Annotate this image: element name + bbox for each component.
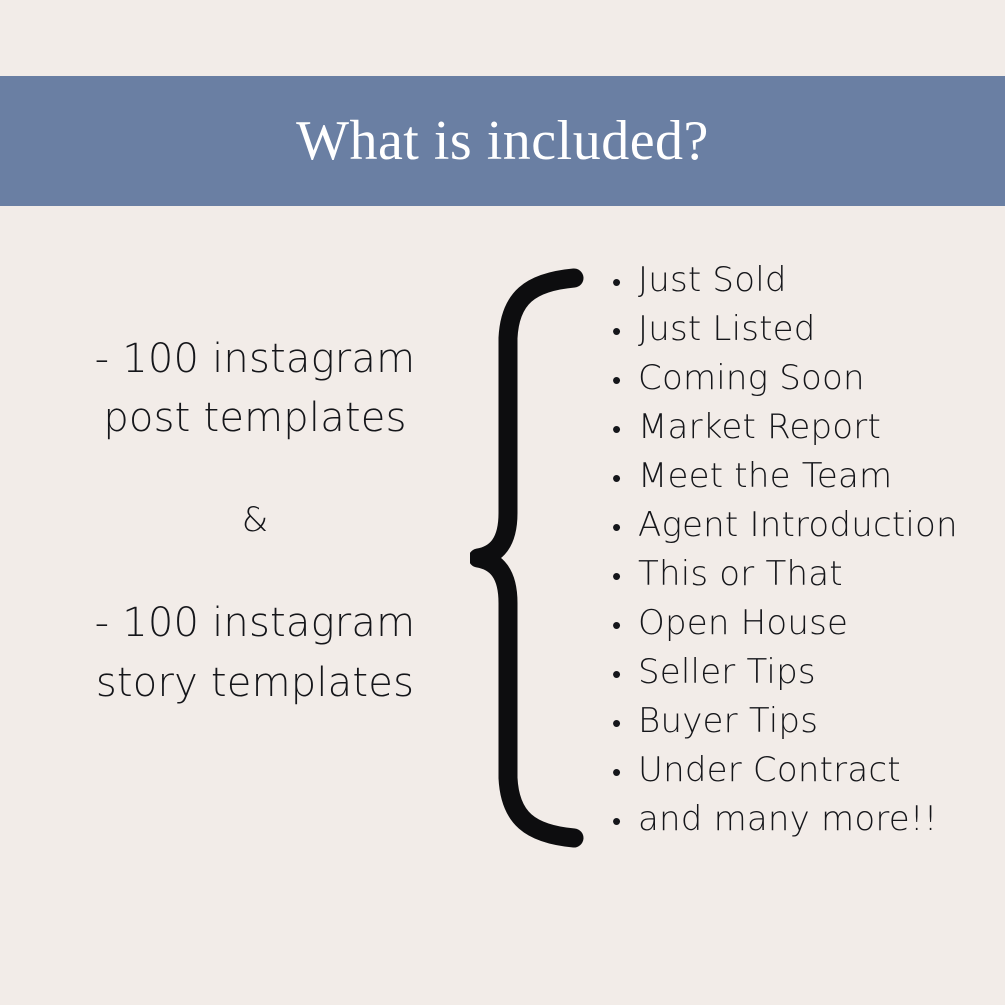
list-item (612, 409, 992, 458)
list-item-label: and many more!! (638, 799, 938, 839)
bullet-icon: • (612, 806, 622, 836)
bullet-icon: • (612, 757, 622, 787)
list-item-label: Just Sold (638, 260, 787, 300)
list-item (612, 556, 992, 605)
story-templates-block (40, 594, 470, 712)
list-item-label: Coming Soon (638, 358, 865, 398)
included-list (612, 262, 992, 850)
page-title: What is included? (296, 110, 709, 172)
list-item (612, 752, 992, 801)
list-item-label: Under Contract (638, 750, 901, 790)
bullet-icon: • (612, 463, 622, 493)
bullet-icon: • (612, 365, 622, 395)
list-item-label: Seller Tips (638, 652, 816, 692)
list-item-label: Agent Introduction (638, 505, 958, 545)
list-item (612, 801, 992, 850)
list-item (612, 507, 992, 556)
header-band (0, 76, 1005, 206)
list-item (612, 311, 992, 360)
story-templates-line-2: story templates (95, 659, 415, 706)
list-item (612, 458, 992, 507)
curly-brace-icon (470, 268, 600, 848)
list-item-label: This or That (638, 554, 843, 594)
bullet-icon: • (612, 659, 622, 689)
list-item (612, 605, 992, 654)
post-templates-line-2: post templates (103, 395, 407, 442)
bullet-icon: • (612, 267, 622, 297)
bullet-icon: • (612, 512, 622, 542)
list-item-label: Meet the Team (638, 456, 893, 496)
story-templates-line-1: - 100 instagram (94, 600, 416, 647)
list-item-label: Open House (638, 603, 849, 643)
bullet-icon: • (612, 610, 622, 640)
bullet-icon: • (612, 316, 622, 346)
bullet-icon: • (612, 414, 622, 444)
list-item (612, 360, 992, 409)
list-item-label: Just Listed (638, 309, 816, 349)
bullet-icon: • (612, 708, 622, 738)
ampersand: & (241, 500, 269, 541)
post-templates-line-1: - 100 instagram (94, 336, 416, 382)
list-item-label: Buyer Tips (638, 701, 819, 741)
list-item (612, 262, 992, 311)
list-item (612, 654, 992, 703)
post-templates-block (40, 330, 470, 448)
list-item (612, 703, 992, 752)
list-item-label: Market Report (638, 407, 881, 447)
bullet-icon: • (612, 561, 622, 591)
left-description-column (40, 330, 470, 713)
